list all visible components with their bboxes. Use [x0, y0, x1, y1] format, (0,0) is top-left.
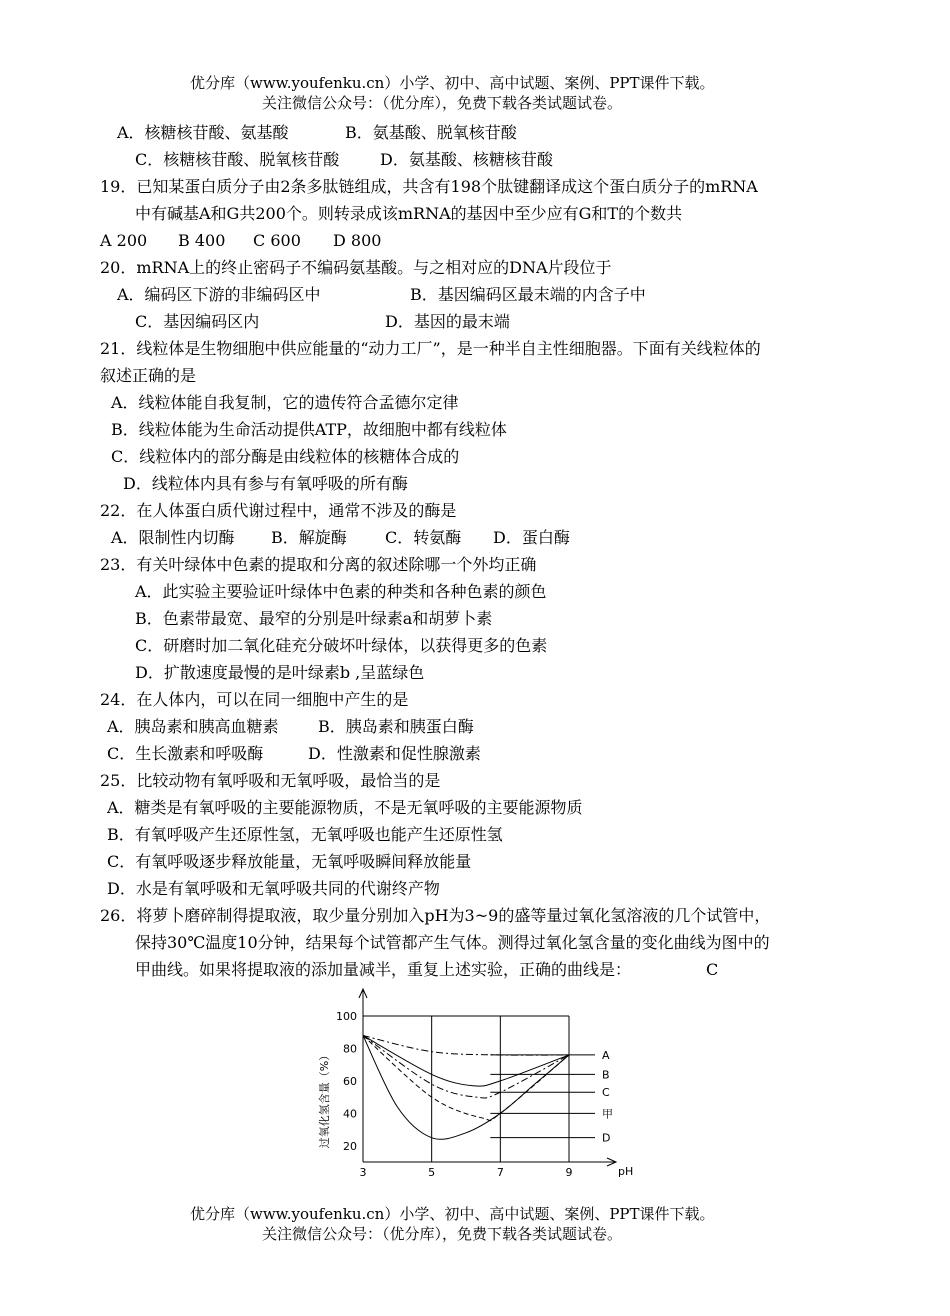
- q25-stem: 25．比较动物有氧呼吸和无氧呼吸，最恰当的是: [100, 771, 441, 790]
- q21-stem-line-2: 叙述正确的是: [100, 366, 197, 385]
- q23-option-d: D．扩散速度最慢的是叶绿素b ,呈蓝绿色: [135, 663, 425, 682]
- q24-option-d: D．性激素和促性腺激素: [308, 744, 481, 763]
- header-line-2: 关注微信公众号：（优分库），免费下载各类试题试卷。: [262, 94, 623, 112]
- q23-option-b: B．色素带最宽、最窄的分别是叶绿素a和胡萝卜素: [135, 609, 493, 628]
- q24-option-a: A．胰岛素和胰高血糖素: [107, 717, 279, 736]
- q23-option-a: A．此实验主要验证叶绿体中色素的种类和各种色素的颜色: [135, 582, 547, 601]
- series-line-b: [363, 1035, 569, 1086]
- ph-hydrogen-peroxide-chart: [310, 985, 655, 1185]
- q22-option-b: B．解旋酶: [271, 528, 347, 547]
- q20-option-c: C．基因编码区内: [135, 312, 260, 331]
- x-axis-label: pH: [618, 1165, 634, 1178]
- q25-option-b: B．有氧呼吸产生还原性氢，无氧呼吸也能产生还原性氢: [107, 825, 503, 844]
- y-axis-label: 过氧化氢含量（%）: [318, 1049, 331, 1149]
- q26-answer: C: [706, 960, 719, 979]
- y-tick-label: 20: [343, 1139, 357, 1153]
- footer-line-2: 关注微信公众号：（优分库），免费下载各类试题试卷。: [262, 1225, 623, 1243]
- q24-option-b: B．胰岛素和胰蛋白酶: [318, 717, 474, 736]
- q21-option-c: C．线粒体内的部分酶是由线粒体的核糖体合成的: [111, 447, 460, 466]
- series-label: C: [602, 1086, 610, 1100]
- q19-option-b: B 400: [178, 231, 226, 250]
- header-line-1: 优分库（www.youfenku.cn）小学、初中、高中试题、案例、PPT课件下载。: [190, 74, 715, 92]
- footer-line-1: 优分库（www.youfenku.cn）小学、初中、高中试题、案例、PPT课件下载。: [190, 1205, 715, 1223]
- q18-option-a: A．核糖核苷酸、氨基酸: [117, 123, 289, 142]
- q20-option-a: A．编码区下游的非编码区中: [117, 285, 321, 304]
- series-line-jia: [363, 1035, 569, 1120]
- q19-option-a: A 200: [100, 231, 148, 250]
- x-tick-label: 5: [428, 1166, 436, 1179]
- y-tick-label: 60: [343, 1074, 357, 1088]
- q22-option-c: C．转氨酶: [385, 528, 462, 547]
- y-tick-label: 100: [336, 1010, 357, 1023]
- q21-stem-line-1: 21．线粒体是生物细胞中供应能量的“动力工厂”，是一种半自主性细胞器。下面有关线粒体的: [100, 339, 761, 358]
- series-label: A: [602, 1048, 610, 1062]
- q19-stem-line-2: 中有碱基A和G共200个。则转录成该mRNA的基因中至少应有G和T的个数共: [135, 204, 683, 223]
- q20-stem: 20．mRNA上的终止密码子不编码氨基酸。与之相对应的DNA片段位于: [100, 258, 612, 277]
- q21-option-d: D．线粒体内具有参与有氧呼吸的所有酶: [123, 474, 408, 493]
- series-label: 甲: [602, 1107, 613, 1121]
- q18-option-c: C．核糖核苷酸、脱氧核苷酸: [135, 150, 340, 169]
- series-line-a: [363, 1035, 569, 1055]
- q25-option-a: A．糖类是有氧呼吸的主要能源物质，不是无氧呼吸的主要能源物质: [107, 798, 583, 817]
- x-tick-label: 9: [565, 1166, 573, 1179]
- q26-stem-line-2: 保持30℃温度10分钟，结果每个试管都产生气体。测得过氧化氢含量的变化曲线为图中的: [135, 933, 770, 952]
- q24-stem: 24．在人体内，可以在同一细胞中产生的是: [100, 690, 409, 709]
- q25-option-d: D．水是有氧呼吸和无氧呼吸共同的代谢终产物: [107, 879, 440, 898]
- q19-option-c: C 600: [253, 231, 301, 250]
- x-tick-label: 7: [496, 1166, 504, 1179]
- q22-stem: 22．在人体蛋白质代谢过程中，通常不涉及的酶是: [100, 501, 457, 520]
- q18-option-d: D．氨基酸、核糖核苷酸: [380, 150, 553, 169]
- q20-option-b: B．基因编码区最末端的内含子中: [410, 285, 646, 304]
- series-line-d: [363, 1035, 569, 1139]
- q21-option-a: A．线粒体能自我复制，它的遗传符合孟德尔定律: [111, 393, 459, 412]
- y-tick-label: 80: [343, 1042, 357, 1056]
- series-label: D: [602, 1131, 611, 1145]
- x-tick-label: 3: [359, 1166, 367, 1179]
- q26-stem-line-3: 甲曲线。如果将提取液的添加量减半，重复上述实验，正确的曲线是：: [135, 960, 632, 979]
- q22-option-a: A．限制性内切酶: [111, 528, 235, 547]
- q20-option-d: D．基因的最末端: [385, 312, 510, 331]
- q23-option-c: C．研磨时加二氧化硅充分破坏叶绿体，以获得更多的色素: [135, 636, 548, 655]
- q19-stem-line-1: 19．已知某蛋白质分子由2条多肽链组成，共含有198个肽键翻译成这个蛋白质分子的mRNA: [100, 177, 758, 196]
- q22-option-d: D．蛋白酶: [493, 528, 570, 547]
- q21-option-b: B．线粒体能为生命活动提供ATP，故细胞中都有线粒体: [111, 420, 507, 439]
- q26-stem-line-1: 26．将萝卜磨碎制得提取液，取少量分别加入pH为3~9的盛等量过氧化氢溶液的几个试管中，: [100, 906, 771, 925]
- q18-option-b: B．氨基酸、脱氧核苷酸: [345, 123, 517, 142]
- series-label: B: [602, 1068, 610, 1082]
- q24-option-c: C．生长激素和呼吸酶: [107, 744, 264, 763]
- q19-option-d: D 800: [333, 231, 382, 250]
- q25-option-c: C．有氧呼吸逐步释放能量，无氧呼吸瞬间释放能量: [107, 852, 472, 871]
- q23-stem: 23．有关叶绿体中色素的提取和分离的叙述除哪一个外均正确: [100, 555, 537, 574]
- y-tick-label: 40: [343, 1107, 357, 1121]
